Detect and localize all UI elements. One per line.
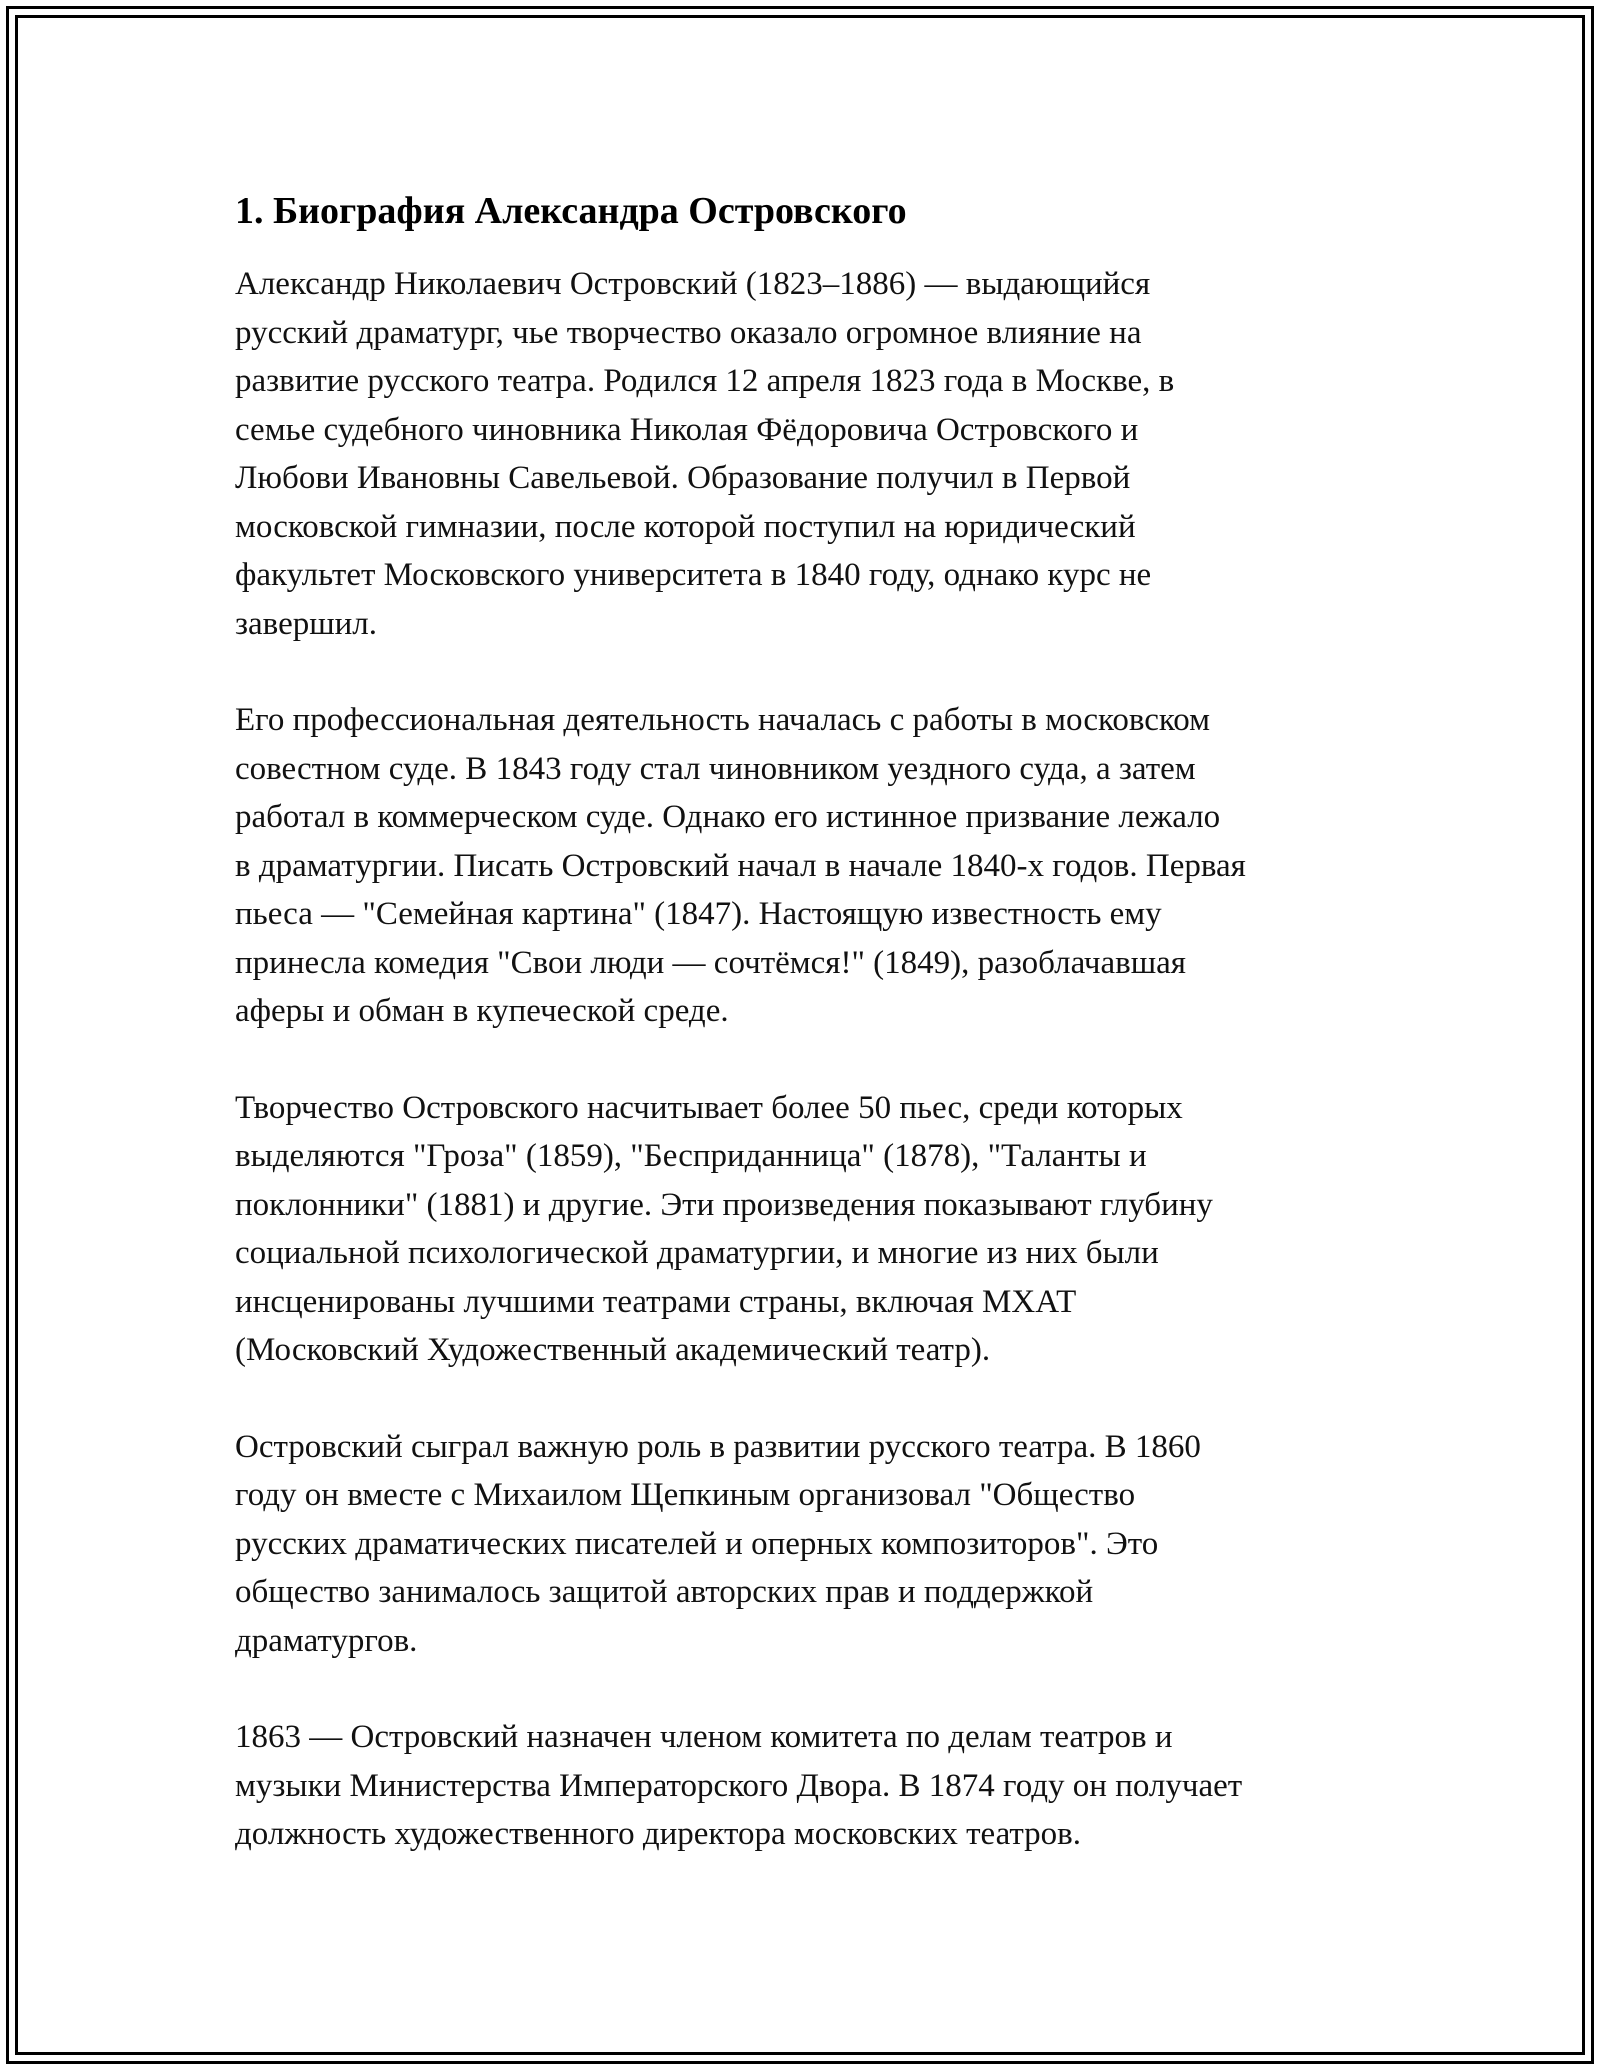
text-line: Островский сыграл важную роль в развитии русского театра. В 1860 (235, 1428, 1201, 1465)
paragraph-theatre-role (235, 1423, 1385, 1666)
text-line: (Московский Художественный академический театр). (235, 1332, 991, 1368)
text-line: должность художественного директора московских театров. (235, 1816, 1082, 1852)
text-line: общество занималось защитой авторских прав и поддержкой (235, 1574, 1094, 1610)
text-line: русских драматических писателей и оперных композиторов". Это (235, 1525, 1159, 1562)
text-line: в драматургии. Писать Островский начал в начале 1840-х годов. Первая (235, 847, 1246, 884)
text-line: московской гимназии, после которой поступил на юридический (235, 508, 1136, 545)
text-line: принесла комедия "Свои люди — сочтёмся!" (1849), разоблачавшая (235, 944, 1186, 981)
section-heading: 1. Биография Александра Островского (235, 190, 907, 232)
text-line: факультет Московского университета в 1840 году, однако курс не (235, 557, 1152, 593)
text-line: Любови Ивановны Савельевой. Образование получил в Первой (235, 460, 1131, 496)
text-line: развитие русского театра. Родился 12 апреля 1823 года в Москве, в (235, 363, 1175, 399)
text-line: 1863 — Островский назначен членом комитета по делам театров и (235, 1719, 1173, 1755)
text-line: драматургов. (235, 1622, 418, 1659)
text-line: Его профессиональная деятельность началась с работы в московском (235, 702, 1210, 738)
text-line: совестном суде. В 1843 году стал чиновником уездного суда, а затем (235, 750, 1196, 787)
text-line: пьеса — "Семейная картина" (1847). Настоящую известность ему (235, 896, 1162, 932)
text-line: работал в коммерческом суде. Однако его истинное призвание лежало (235, 799, 1221, 835)
text-line: году он вместе с Михаилом Щепкиным организовал "Общество (235, 1477, 1136, 1513)
text-line: музыки Министерства Императорского Двора. В 1874 году он получает (235, 1767, 1243, 1804)
text-line: завершил. (235, 605, 378, 642)
text-line: инсценированы лучшими театрами страны, включая МХАТ (235, 1283, 1077, 1320)
text-line: русский драматург, чье творчество оказало огромное влияние на (235, 314, 1142, 351)
text-line: выделяются "Гроза" (1859), "Бесприданница" (1878), "Таланты и (235, 1138, 1147, 1174)
text-line: семье судебного чиновника Николая Фёдоровича Островского и (235, 411, 1139, 448)
paragraph-early-life (235, 260, 1385, 648)
text-line: Александр Николаевич Островский (1823–1886) — выдающийся (235, 266, 1151, 302)
text-line: поклонники" (1881) и другие. Эти произведения показывают глубину (235, 1186, 1213, 1223)
text-line: аферы и обман в купеческой среде. (235, 993, 729, 1029)
paragraph-career (235, 696, 1385, 1036)
paragraph-works (235, 1084, 1385, 1375)
paragraph-appointments (235, 1713, 1385, 1859)
text-line: Творчество Островского насчитывает более 50 пьес, среди которых (235, 1089, 1183, 1126)
document-body (235, 186, 1385, 1907)
text-line: социальной психологической драматургии, и многие из них были (235, 1235, 1159, 1271)
